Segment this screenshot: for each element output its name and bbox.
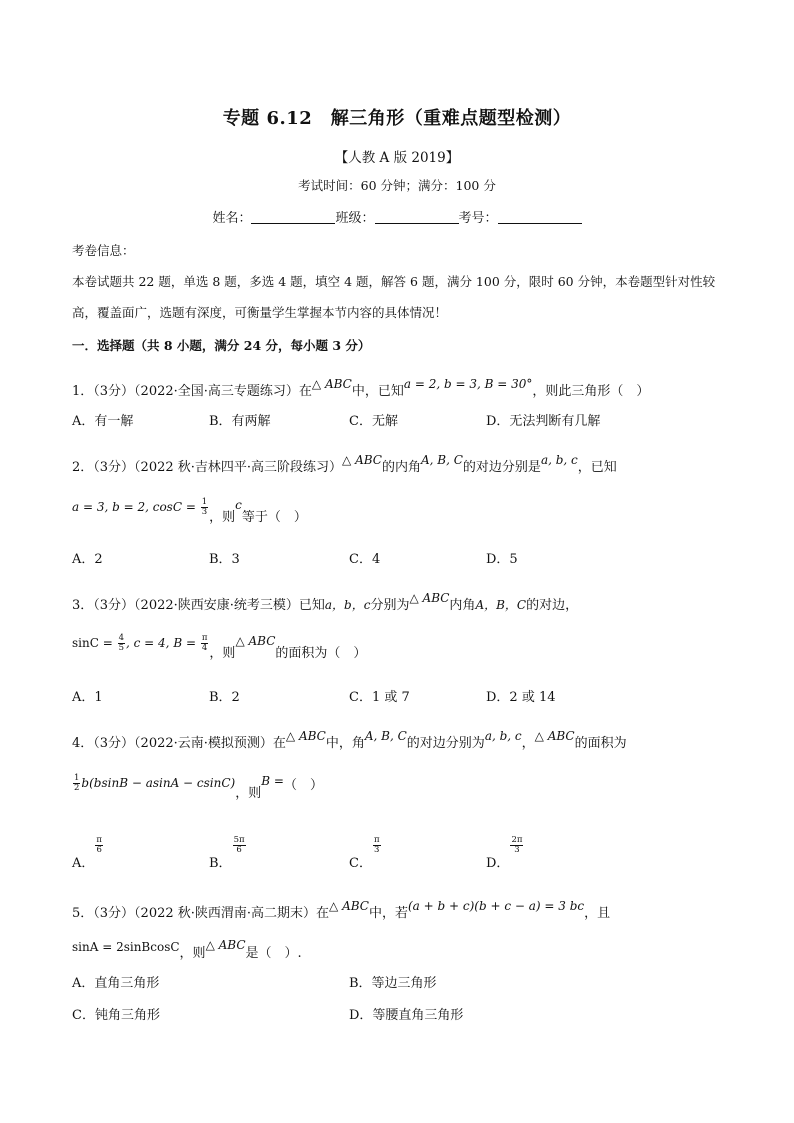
q4-option-b-fraction xyxy=(233,836,246,855)
question-3 xyxy=(72,591,579,613)
q3-vars: a，b，c xyxy=(324,598,371,612)
q4-prefix: 4．（3分）（2022·云南·模拟预测）在 xyxy=(72,736,286,751)
q2-var: c xyxy=(235,498,242,512)
q2-line2-suffix: 等于（ ） xyxy=(241,510,307,525)
q4-b-num: 5π xyxy=(233,835,245,845)
q2-line2-mid: ，则 xyxy=(209,510,236,525)
number-blank xyxy=(498,210,582,224)
q4-mid2: 的对边分别为 xyxy=(406,736,485,751)
q4-triangle: △ ABC xyxy=(285,729,326,743)
q4-option-d-fraction xyxy=(510,836,523,855)
q4-option-d-letter: D． xyxy=(486,856,510,871)
q4-triangle-2: △ ABC xyxy=(534,729,575,743)
q5-option-d[interactable]: D．等腰直角三角形 xyxy=(349,1008,464,1023)
q4-option-c[interactable] xyxy=(349,834,382,871)
q5-line2-mid: ，则 xyxy=(179,946,206,961)
q3-math-a: sinC = xyxy=(72,636,117,650)
q2-option-d[interactable]: D．5 xyxy=(486,552,518,567)
q3-mid1: 分别为 xyxy=(370,598,410,613)
q3-fraction-1 xyxy=(118,634,125,653)
q4-option-a-fraction xyxy=(95,836,103,855)
q1-suffix: ，则此三角形（ ） xyxy=(532,384,650,399)
q3-frac1-num: 4 xyxy=(118,633,125,643)
q2-prefix: 2．（3分）（2022 秋·吉林四平·高三阶段练习） xyxy=(72,460,343,475)
q4-b-den: 6 xyxy=(236,845,242,855)
question-5 xyxy=(72,899,611,921)
q5-mid: 中，若 xyxy=(368,906,408,921)
q1-mid: 中，已知 xyxy=(351,384,404,399)
q1-triangle: △ ABC xyxy=(311,377,352,391)
class-blank xyxy=(375,210,459,224)
q4-a-num: π xyxy=(96,835,102,845)
q3-angles: A，B，C xyxy=(475,598,527,612)
q2-angles: A, B, C xyxy=(420,453,463,467)
q4-fraction xyxy=(73,774,80,793)
q4-frac-num: 1 xyxy=(74,773,80,783)
q4-suffix: 的面积为 xyxy=(574,736,627,751)
q4-a-den: 6 xyxy=(96,845,102,855)
q4-c-den: 3 xyxy=(374,845,380,855)
question-4 xyxy=(72,729,627,751)
q5-math: (a + b + c)(b + c − a) = 3 bc xyxy=(407,899,585,913)
exam-info: 考试时间：60 分钟；满分：100 分 xyxy=(298,178,496,193)
question-3-line2 xyxy=(72,632,367,661)
q4-sides: a, b, c xyxy=(484,729,522,743)
q1-math: a = 2, b = 3, B = 30° xyxy=(403,377,533,391)
q5-triangle-2: △ ABC xyxy=(205,938,246,952)
q2-triangle: △ ABC xyxy=(342,453,382,467)
q5-math-2: sinA = 2sinBcosC xyxy=(72,940,180,954)
q5-option-a[interactable]: A．直角三角形 xyxy=(72,976,160,991)
q3-frac1-den: 5 xyxy=(118,643,125,653)
name-blank xyxy=(251,210,335,224)
q2-option-b[interactable]: B．3 xyxy=(209,552,240,567)
student-info-line xyxy=(0,207,794,226)
q3-line2-mid: ，则 xyxy=(209,646,236,661)
q3-triangle: △ ABC xyxy=(409,591,450,605)
q2-fraction xyxy=(201,498,208,517)
q3-line2-suffix: 的面积为（ ） xyxy=(275,646,367,661)
paper-info-heading: 考卷信息： xyxy=(72,243,135,258)
q3-option-c[interactable]: C．1 或 7 xyxy=(349,690,410,705)
q3-math-b: , c = 4, B = xyxy=(126,636,200,650)
question-1 xyxy=(72,377,650,399)
q2-frac-num: 1 xyxy=(201,497,208,507)
q4-d-num: 2π xyxy=(511,835,523,845)
q2-sides: a, b, c xyxy=(540,453,578,467)
q2-option-a[interactable]: A．2 xyxy=(72,552,103,567)
q3-option-d[interactable]: D．2 或 14 xyxy=(486,690,556,705)
q1-option-a[interactable]: A．有一解 xyxy=(72,414,134,429)
number-label: 考号： xyxy=(458,211,498,226)
q5-prefix: 5．（3分）（2022 秋·陕西渭南·高二期末）在 xyxy=(72,906,330,921)
q4-frac-den: 2 xyxy=(74,783,80,793)
question-5-line2 xyxy=(72,936,302,961)
q3-frac2-den: 4 xyxy=(201,643,208,653)
q1-option-b[interactable]: B．有两解 xyxy=(209,414,271,429)
paper-info-line2: 高，覆盖面广，选题有深度，可衡量学生掌握本节内容的具体情况！ xyxy=(72,305,448,320)
question-4-line2 xyxy=(72,772,323,801)
q2-frac-den: 3 xyxy=(201,507,208,517)
q3-fraction-2 xyxy=(201,634,209,653)
q2-mid1: 的内角 xyxy=(381,460,421,475)
q4-option-c-letter: C． xyxy=(349,856,372,871)
q5-option-c[interactable]: C．钝角三角形 xyxy=(72,1008,160,1023)
q5-line2-suffix: 是（ ）. xyxy=(245,946,302,961)
q2-suffix: ，已知 xyxy=(577,460,617,475)
q4-math: b(bsinB − asinA − csinC) xyxy=(81,776,236,790)
q4-d-den: 3 xyxy=(514,845,520,855)
q4-option-b[interactable] xyxy=(209,834,247,871)
q1-prefix: 1．（3分）（2022·全国·高三专题练习）在 xyxy=(72,384,312,399)
q3-option-b[interactable]: B．2 xyxy=(209,690,240,705)
q1-option-c[interactable]: C．无解 xyxy=(349,414,398,429)
q3-frac2-num: π xyxy=(201,633,208,643)
q3-suffix: 的对边， xyxy=(526,598,579,613)
question-2-line2 xyxy=(72,496,307,525)
q2-option-c[interactable]: C．4 xyxy=(349,552,381,567)
q1-option-d[interactable]: D．无法判断有几解 xyxy=(486,414,601,429)
q5-triangle: △ ABC xyxy=(329,899,369,913)
q4-line2-suffix: （ ） xyxy=(283,778,323,793)
q3-mid2: 内角 xyxy=(449,598,476,613)
q3-option-a[interactable]: A．1 xyxy=(72,690,103,705)
question-2 xyxy=(72,453,617,475)
q5-suffix: ，且 xyxy=(584,906,611,921)
name-label: 姓名： xyxy=(212,211,252,226)
paper-info-line1: 本卷试题共 22 题，单选 8 题，多选 4 题，填空 4 题，解答 6 题，满分 100 分，限时 60 分钟，本卷题型针对性较 xyxy=(72,274,716,289)
page-title: 专题 6.12 解三角形（重难点题型检测） xyxy=(222,108,572,129)
edition-label: 【人教 A 版 2019】 xyxy=(334,150,460,166)
q2-mid2: 的对边分别是 xyxy=(462,460,541,475)
q3-triangle-2: △ ABC xyxy=(235,634,276,648)
q4-angles: A, B, C xyxy=(364,729,407,743)
section-title: 一．选择题（共 8 小题，满分 24 分，每小题 3 分） xyxy=(72,338,371,353)
q4-option-a[interactable] xyxy=(72,834,104,871)
q4-line2-mid: ，则 xyxy=(235,786,262,801)
q4-option-b-letter: B． xyxy=(209,856,232,871)
q2-math: a = 3, b = 2, cosC = xyxy=(72,500,200,514)
q4-c-num: π xyxy=(373,835,380,845)
q4-mid3: ， xyxy=(521,736,535,751)
q4-var: B = xyxy=(261,774,284,788)
q4-option-d[interactable] xyxy=(486,834,524,871)
q4-option-c-fraction xyxy=(373,836,381,855)
q3-prefix: 3．（3分）（2022·陕西安康·统考三模）已知 xyxy=(72,598,325,613)
class-label: 班级： xyxy=(335,211,375,226)
q4-option-a-letter: A． xyxy=(72,856,95,871)
q5-option-b[interactable]: B．等边三角形 xyxy=(349,976,437,991)
q4-mid1: 中，角 xyxy=(325,736,365,751)
